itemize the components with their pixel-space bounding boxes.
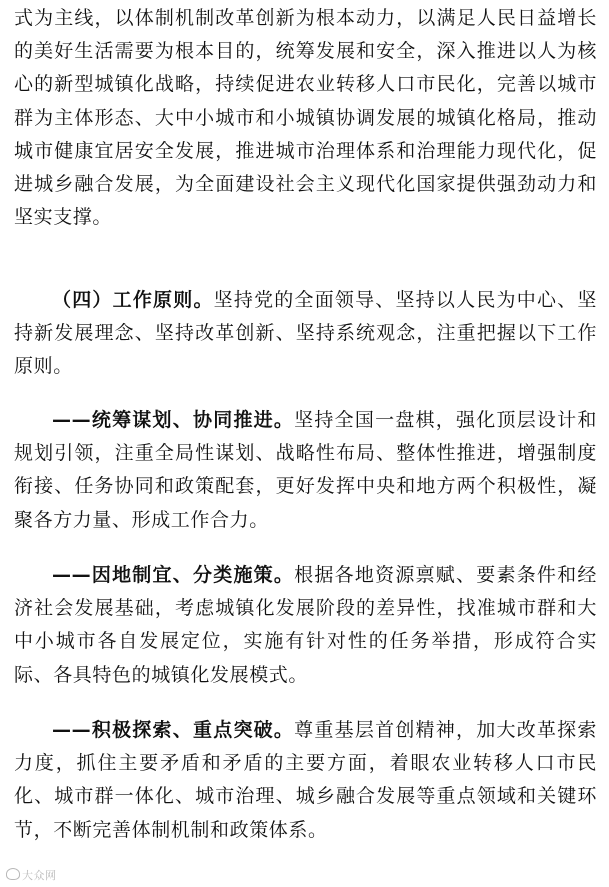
paragraph-text: 坚持党的全面领导、坚持以人民为中心、坚持新发展理念、坚持改革创新、坚持系统观念，注重把握以下工作原则。 [14, 289, 597, 378]
principle-heading-local-conditions: ——因地制宜、分类施策。 [52, 564, 295, 586]
paragraph-guiding-ideology [14, 2, 597, 234]
section-heading-work-principles: （四）工作原则。 [52, 289, 214, 311]
paragraph-text: 根据各地资源禀赋、要素条件和经济社会发展基础，考虑城镇化发展阶段的差异性，找准城市群和大中小城市各自发展定位，实施有针对性的任务举措，形成符合实际、各具特色的城镇化发展模式。 [14, 564, 597, 686]
principle-heading-exploration: ——积极探索、重点突破。 [52, 719, 295, 741]
paragraph-text: 式为主线，以体制机制改革创新为根本动力，以满足人民日益增长的美好生活需要为根本目的，统筹发展和安全，深入推进以人为核心的新型城镇化战略，持续促进农业转移人口市民化，完善以城市群为主体形态、大中小城市和小城镇协调发展的城镇化格局，推动城市健康宜居安全发展，推进城市治理体系和治理能力现代化，促进城乡融合发展，为全面建设社会主义现代化国家提供强劲动力和坚实支撑。 [14, 7, 597, 229]
watermark [6, 867, 57, 883]
paragraph-text: 坚持全国一盘棋，强化顶层设计和规划引领，注重全局性谋划、战略性布局、整体性推进，增强制度衔接、任务协同和政策配套，更好发挥中央和地方两个积极性，凝聚各方力量、形成工作合力。 [14, 409, 597, 531]
paragraph-principle-local-conditions [14, 559, 597, 692]
paragraph-text: 尊重基层首创精神，加大改革探索力度，抓住主要矛盾和矛盾的主要方面，着眼农业转移人口市民化、城市群一体化、城市治理、城乡融合发展等重点领域和关键环节，不断完善体制机制和政策体系。 [14, 719, 597, 841]
paragraph-principle-coordination [14, 404, 597, 537]
watermark-text: 大众网 [22, 869, 57, 882]
principle-heading-coordination: ——统筹谋划、协同推进。 [52, 409, 295, 431]
paragraph-work-principles [14, 284, 597, 384]
watermark-logo-icon [6, 868, 20, 880]
paragraph-principle-exploration [14, 714, 597, 847]
